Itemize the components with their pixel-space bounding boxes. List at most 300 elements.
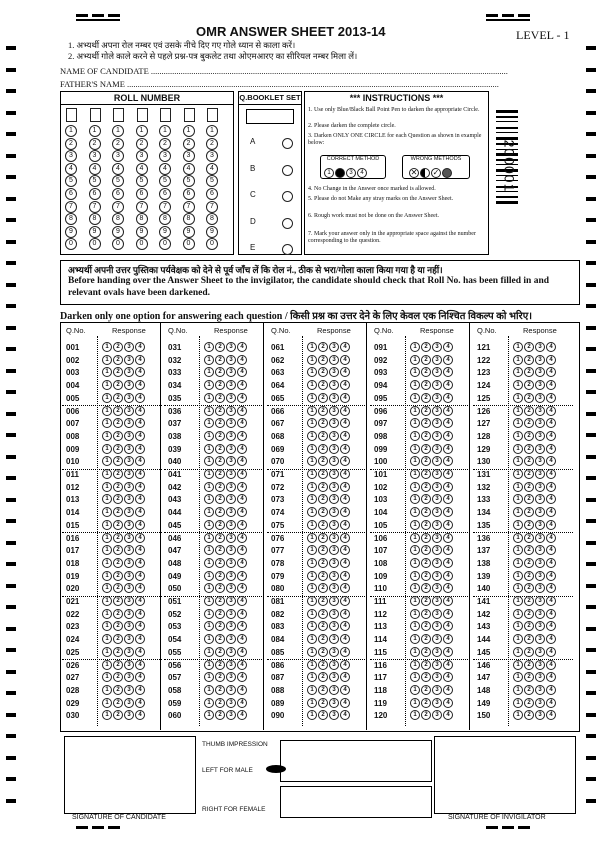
answer-bubble[interactable]: 2 [524, 621, 534, 631]
answer-bubble[interactable]: 1 [204, 380, 214, 390]
answer-bubble[interactable]: 2 [215, 685, 225, 695]
response-options[interactable] [307, 583, 351, 593]
answer-bubble[interactable]: 4 [135, 469, 145, 479]
answer-bubble[interactable]: 2 [524, 583, 534, 593]
answer-row[interactable] [477, 418, 573, 431]
answer-bubble[interactable]: 4 [546, 533, 556, 543]
response-options[interactable] [204, 672, 248, 682]
answer-row[interactable] [271, 444, 367, 457]
answer-bubble[interactable]: 2 [215, 469, 225, 479]
roll-digit-bubble[interactable]: 2 [112, 138, 124, 150]
answer-bubble[interactable]: 1 [204, 367, 214, 377]
answer-bubble[interactable]: 4 [340, 406, 350, 416]
response-options[interactable] [102, 558, 146, 568]
answer-bubble[interactable]: 3 [124, 672, 134, 682]
answer-bubble[interactable]: 2 [524, 469, 534, 479]
response-options[interactable] [513, 596, 557, 606]
answer-bubble[interactable]: 1 [204, 533, 214, 543]
answer-bubble[interactable]: 1 [410, 406, 420, 416]
response-options[interactable] [102, 507, 146, 517]
answer-bubble[interactable]: 3 [124, 418, 134, 428]
answer-bubble[interactable]: 3 [329, 583, 339, 593]
answer-row[interactable] [168, 355, 264, 368]
answer-row[interactable] [271, 621, 367, 634]
answer-bubble[interactable]: 3 [432, 672, 442, 682]
roll-digit-bubble[interactable]: 9 [206, 226, 218, 238]
answer-bubble[interactable]: 3 [329, 393, 339, 403]
answer-bubble[interactable]: 1 [102, 431, 112, 441]
answer-bubble[interactable]: 4 [340, 418, 350, 428]
answer-row[interactable] [168, 393, 264, 406]
response-options[interactable] [102, 647, 146, 657]
booklet-set-entry[interactable] [246, 109, 294, 124]
answer-row[interactable] [271, 660, 367, 673]
answer-bubble[interactable]: 1 [307, 634, 317, 644]
answer-bubble[interactable]: 4 [135, 609, 145, 619]
answer-bubble[interactable]: 3 [226, 660, 236, 670]
answer-bubble[interactable]: 2 [318, 520, 328, 530]
answer-bubble[interactable]: 2 [318, 507, 328, 517]
answer-bubble[interactable]: 1 [307, 583, 317, 593]
response-options[interactable] [204, 660, 248, 670]
answer-row[interactable] [66, 533, 162, 546]
answer-bubble[interactable]: 1 [513, 418, 523, 428]
answer-bubble[interactable]: 1 [410, 533, 420, 543]
answer-bubble[interactable]: 2 [215, 533, 225, 543]
answer-row[interactable] [271, 456, 367, 469]
answer-bubble[interactable]: 4 [340, 596, 350, 606]
response-options[interactable] [204, 418, 248, 428]
answer-bubble[interactable]: 4 [340, 672, 350, 682]
answer-bubble[interactable]: 4 [546, 393, 556, 403]
answer-bubble[interactable]: 1 [204, 596, 214, 606]
answer-bubble[interactable]: 3 [124, 685, 134, 695]
answer-bubble[interactable]: 2 [113, 609, 123, 619]
answer-bubble[interactable]: 2 [215, 444, 225, 454]
roll-digit-bubble[interactable]: 4 [206, 163, 218, 175]
answer-row[interactable] [66, 494, 162, 507]
answer-bubble[interactable]: 4 [443, 367, 453, 377]
answer-bubble[interactable]: 3 [432, 380, 442, 390]
answer-bubble[interactable]: 2 [524, 647, 534, 657]
answer-bubble[interactable]: 3 [329, 507, 339, 517]
answer-bubble[interactable]: 1 [513, 482, 523, 492]
answer-bubble[interactable]: 1 [102, 533, 112, 543]
roll-digit-bubble[interactable]: 9 [183, 226, 195, 238]
answer-bubble[interactable]: 4 [135, 672, 145, 682]
answer-bubble[interactable]: 3 [226, 418, 236, 428]
roll-digit-bubble[interactable]: 4 [65, 163, 77, 175]
answer-bubble[interactable]: 2 [318, 710, 328, 720]
answer-row[interactable] [374, 469, 470, 482]
answer-bubble[interactable]: 3 [124, 431, 134, 441]
answer-bubble[interactable]: 4 [546, 367, 556, 377]
answer-row[interactable] [168, 469, 264, 482]
father-name-field[interactable]: FATHER'S NAME ............................................................................................................................................................................... [60, 79, 499, 89]
answer-row[interactable] [374, 672, 470, 685]
answer-bubble[interactable]: 1 [307, 342, 317, 352]
answer-bubble[interactable]: 1 [102, 482, 112, 492]
answer-bubble[interactable]: 2 [421, 456, 431, 466]
answer-bubble[interactable]: 1 [410, 596, 420, 606]
answer-bubble[interactable]: 3 [124, 482, 134, 492]
answer-bubble[interactable]: 2 [113, 698, 123, 708]
answer-bubble[interactable]: 1 [204, 583, 214, 593]
answer-row[interactable] [168, 507, 264, 520]
answer-bubble[interactable]: 2 [421, 507, 431, 517]
answer-bubble[interactable]: 4 [546, 698, 556, 708]
answer-bubble[interactable]: 1 [204, 469, 214, 479]
answer-bubble[interactable]: 2 [113, 647, 123, 657]
roll-digit-bubble[interactable]: 9 [136, 226, 148, 238]
answer-bubble[interactable]: 4 [135, 418, 145, 428]
response-options[interactable] [410, 469, 454, 479]
response-options[interactable] [513, 660, 557, 670]
answer-bubble[interactable]: 4 [443, 520, 453, 530]
answer-bubble[interactable]: 3 [226, 406, 236, 416]
response-options[interactable] [513, 444, 557, 454]
answer-bubble[interactable]: 3 [329, 380, 339, 390]
answer-bubble[interactable]: 2 [215, 380, 225, 390]
response-options[interactable] [513, 621, 557, 631]
answer-bubble[interactable]: 3 [124, 469, 134, 479]
answer-bubble[interactable]: 4 [237, 621, 247, 631]
response-options[interactable] [513, 520, 557, 530]
answer-row[interactable] [271, 571, 367, 584]
roll-digit-bubble[interactable]: 5 [65, 175, 77, 187]
roll-digit-bubble[interactable]: 7 [89, 201, 101, 213]
answer-bubble[interactable]: 4 [237, 545, 247, 555]
answer-bubble[interactable]: 1 [102, 698, 112, 708]
answer-row[interactable] [477, 367, 573, 380]
response-options[interactable] [102, 621, 146, 631]
answer-bubble[interactable]: 4 [546, 660, 556, 670]
answer-bubble[interactable]: 4 [340, 609, 350, 619]
answer-bubble[interactable]: 2 [421, 583, 431, 593]
answer-bubble[interactable]: 3 [432, 533, 442, 543]
answer-bubble[interactable]: 4 [340, 367, 350, 377]
response-options[interactable] [307, 342, 351, 352]
answer-bubble[interactable]: 1 [410, 456, 420, 466]
answer-bubble[interactable]: 4 [443, 469, 453, 479]
answer-bubble[interactable]: 2 [318, 444, 328, 454]
roll-digit-bubble[interactable]: 7 [159, 201, 171, 213]
response-options[interactable] [307, 634, 351, 644]
answer-bubble[interactable]: 1 [204, 444, 214, 454]
answer-bubble[interactable]: 4 [443, 533, 453, 543]
response-options[interactable] [102, 355, 146, 365]
answer-bubble[interactable]: 4 [546, 431, 556, 441]
answer-bubble[interactable]: 4 [340, 393, 350, 403]
answer-row[interactable] [271, 431, 367, 444]
answer-bubble[interactable]: 1 [204, 647, 214, 657]
answer-bubble[interactable]: 2 [113, 456, 123, 466]
answer-bubble[interactable]: 3 [535, 393, 545, 403]
answer-bubble[interactable]: 4 [340, 520, 350, 530]
answer-bubble[interactable]: 2 [421, 685, 431, 695]
answer-bubble[interactable]: 3 [124, 533, 134, 543]
response-options[interactable] [513, 355, 557, 365]
answer-bubble[interactable]: 4 [135, 596, 145, 606]
roll-digit-bubble[interactable]: 0 [89, 238, 101, 250]
answer-bubble[interactable]: 2 [318, 342, 328, 352]
answer-bubble[interactable]: 2 [524, 533, 534, 543]
answer-bubble[interactable]: 3 [226, 520, 236, 530]
answer-bubble[interactable]: 1 [102, 406, 112, 416]
answer-bubble[interactable]: 3 [535, 482, 545, 492]
answer-bubble[interactable]: 3 [432, 660, 442, 670]
answer-bubble[interactable]: 2 [215, 583, 225, 593]
response-options[interactable] [307, 520, 351, 530]
booklet-option-bubble[interactable] [282, 218, 293, 229]
answer-bubble[interactable]: 3 [124, 507, 134, 517]
answer-bubble[interactable]: 3 [432, 583, 442, 593]
answer-bubble[interactable]: 4 [546, 571, 556, 581]
answer-row[interactable] [477, 583, 573, 596]
answer-bubble[interactable]: 4 [340, 710, 350, 720]
response-options[interactable] [410, 444, 454, 454]
response-options[interactable] [102, 494, 146, 504]
answer-bubble[interactable]: 1 [307, 367, 317, 377]
answer-bubble[interactable]: 1 [307, 698, 317, 708]
answer-row[interactable] [374, 406, 470, 419]
answer-bubble[interactable]: 4 [443, 380, 453, 390]
answer-bubble[interactable]: 2 [318, 583, 328, 593]
booklet-option-bubble[interactable] [282, 191, 293, 202]
answer-bubble[interactable]: 2 [113, 583, 123, 593]
answer-bubble[interactable]: 3 [535, 545, 545, 555]
answer-row[interactable] [374, 431, 470, 444]
response-options[interactable] [513, 672, 557, 682]
response-options[interactable] [204, 621, 248, 631]
answer-bubble[interactable]: 3 [124, 342, 134, 352]
response-options[interactable] [102, 710, 146, 720]
response-options[interactable] [204, 380, 248, 390]
answer-row[interactable] [168, 685, 264, 698]
response-options[interactable] [307, 660, 351, 670]
answer-bubble[interactable]: 4 [546, 545, 556, 555]
answer-bubble[interactable]: 3 [226, 672, 236, 682]
answer-bubble[interactable]: 3 [329, 444, 339, 454]
answer-bubble[interactable]: 4 [340, 380, 350, 390]
answer-bubble[interactable]: 2 [215, 609, 225, 619]
answer-bubble[interactable]: 3 [535, 418, 545, 428]
response-options[interactable] [102, 634, 146, 644]
answer-bubble[interactable]: 1 [102, 444, 112, 454]
answer-row[interactable] [66, 431, 162, 444]
answer-bubble[interactable]: 4 [546, 520, 556, 530]
answer-bubble[interactable]: 4 [443, 698, 453, 708]
answer-bubble[interactable]: 4 [237, 698, 247, 708]
thumb-left-box[interactable] [280, 740, 432, 782]
answer-bubble[interactable]: 4 [340, 621, 350, 631]
thumb-right-box[interactable] [280, 786, 432, 818]
answer-bubble[interactable]: 1 [513, 456, 523, 466]
answer-bubble[interactable]: 1 [513, 660, 523, 670]
response-options[interactable] [307, 418, 351, 428]
answer-bubble[interactable]: 3 [432, 558, 442, 568]
answer-bubble[interactable]: 4 [237, 558, 247, 568]
answer-bubble[interactable]: 2 [215, 482, 225, 492]
roll-digit-bubble[interactable]: 1 [65, 125, 77, 137]
roll-digit-bubble[interactable]: 1 [136, 125, 148, 137]
response-options[interactable] [204, 507, 248, 517]
answer-bubble[interactable]: 1 [410, 367, 420, 377]
answer-bubble[interactable]: 1 [102, 342, 112, 352]
answer-row[interactable] [374, 482, 470, 495]
response-options[interactable] [307, 545, 351, 555]
response-options[interactable] [410, 367, 454, 377]
answer-bubble[interactable]: 1 [204, 520, 214, 530]
answer-bubble[interactable]: 4 [443, 647, 453, 657]
answer-bubble[interactable]: 3 [535, 685, 545, 695]
roll-digit-bubble[interactable]: 5 [136, 175, 148, 187]
answer-bubble[interactable]: 3 [432, 698, 442, 708]
answer-bubble[interactable]: 2 [318, 494, 328, 504]
answer-bubble[interactable]: 1 [513, 583, 523, 593]
answer-bubble[interactable]: 4 [340, 342, 350, 352]
roll-digit-bubble[interactable]: 2 [65, 138, 77, 150]
response-options[interactable] [204, 456, 248, 466]
roll-digit-bubble[interactable]: 2 [159, 138, 171, 150]
answer-bubble[interactable]: 3 [226, 533, 236, 543]
response-options[interactable] [307, 533, 351, 543]
answer-bubble[interactable]: 2 [318, 685, 328, 695]
answer-bubble[interactable]: 4 [135, 710, 145, 720]
answer-bubble[interactable]: 2 [215, 367, 225, 377]
answer-bubble[interactable]: 1 [410, 342, 420, 352]
answer-row[interactable] [271, 634, 367, 647]
answer-bubble[interactable]: 4 [340, 469, 350, 479]
roll-digit-bubble[interactable]: 3 [112, 150, 124, 162]
answer-row[interactable] [374, 660, 470, 673]
response-options[interactable] [102, 533, 146, 543]
answer-bubble[interactable]: 1 [102, 634, 112, 644]
answer-bubble[interactable]: 3 [226, 609, 236, 619]
roll-digit-entry[interactable] [66, 108, 77, 122]
answer-bubble[interactable]: 4 [237, 634, 247, 644]
answer-bubble[interactable]: 3 [329, 482, 339, 492]
answer-bubble[interactable]: 2 [318, 571, 328, 581]
answer-bubble[interactable]: 2 [524, 609, 534, 619]
response-options[interactable] [307, 431, 351, 441]
response-options[interactable] [307, 355, 351, 365]
answer-bubble[interactable]: 1 [410, 444, 420, 454]
answer-bubble[interactable]: 3 [226, 355, 236, 365]
answer-row[interactable] [374, 609, 470, 622]
roll-digit-bubble[interactable]: 9 [65, 226, 77, 238]
answer-row[interactable] [477, 596, 573, 609]
answer-bubble[interactable]: 3 [226, 685, 236, 695]
roll-digit-bubble[interactable]: 5 [206, 175, 218, 187]
answer-bubble[interactable]: 2 [524, 393, 534, 403]
answer-bubble[interactable]: 1 [307, 710, 317, 720]
roll-digit-bubble[interactable]: 4 [159, 163, 171, 175]
answer-row[interactable] [66, 596, 162, 609]
answer-bubble[interactable]: 2 [215, 647, 225, 657]
answer-bubble[interactable]: 1 [307, 393, 317, 403]
answer-row[interactable] [477, 660, 573, 673]
answer-bubble[interactable]: 2 [421, 482, 431, 492]
response-options[interactable] [513, 507, 557, 517]
answer-bubble[interactable]: 3 [329, 571, 339, 581]
answer-bubble[interactable]: 2 [215, 355, 225, 365]
answer-row[interactable] [168, 342, 264, 355]
answer-bubble[interactable]: 1 [204, 507, 214, 517]
answer-bubble[interactable]: 1 [102, 367, 112, 377]
roll-digit-bubble[interactable]: 9 [159, 226, 171, 238]
answer-row[interactable] [374, 596, 470, 609]
answer-bubble[interactable]: 4 [237, 710, 247, 720]
booklet-option-bubble[interactable] [282, 138, 293, 149]
answer-row[interactable] [271, 418, 367, 431]
answer-bubble[interactable]: 4 [443, 355, 453, 365]
response-options[interactable] [204, 393, 248, 403]
answer-bubble[interactable]: 2 [318, 380, 328, 390]
answer-bubble[interactable]: 2 [318, 355, 328, 365]
answer-row[interactable] [168, 710, 264, 723]
response-options[interactable] [513, 456, 557, 466]
answer-bubble[interactable]: 1 [513, 367, 523, 377]
answer-row[interactable] [374, 698, 470, 711]
answer-bubble[interactable]: 3 [432, 469, 442, 479]
answer-bubble[interactable]: 2 [113, 533, 123, 543]
answer-bubble[interactable]: 3 [329, 634, 339, 644]
roll-digit-bubble[interactable]: 1 [206, 125, 218, 137]
answer-bubble[interactable]: 4 [237, 609, 247, 619]
roll-digit-bubble[interactable]: 9 [112, 226, 124, 238]
response-options[interactable] [204, 367, 248, 377]
answer-bubble[interactable]: 1 [102, 660, 112, 670]
answer-row[interactable] [271, 533, 367, 546]
response-options[interactable] [307, 393, 351, 403]
answer-row[interactable] [374, 545, 470, 558]
answer-bubble[interactable]: 2 [113, 431, 123, 441]
answer-bubble[interactable]: 4 [237, 685, 247, 695]
response-options[interactable] [102, 609, 146, 619]
answer-bubble[interactable]: 2 [113, 596, 123, 606]
answer-bubble[interactable]: 3 [535, 367, 545, 377]
answer-bubble[interactable]: 4 [135, 621, 145, 631]
answer-bubble[interactable]: 3 [535, 621, 545, 631]
answer-bubble[interactable]: 2 [421, 367, 431, 377]
response-options[interactable] [102, 672, 146, 682]
answer-bubble[interactable]: 1 [410, 494, 420, 504]
answer-row[interactable] [168, 418, 264, 431]
answer-bubble[interactable]: 1 [307, 355, 317, 365]
answer-bubble[interactable]: 3 [535, 660, 545, 670]
response-options[interactable] [410, 520, 454, 530]
answer-bubble[interactable]: 2 [318, 660, 328, 670]
answer-bubble[interactable]: 1 [307, 456, 317, 466]
response-options[interactable] [513, 634, 557, 644]
answer-bubble[interactable]: 2 [421, 406, 431, 416]
answer-bubble[interactable]: 3 [329, 596, 339, 606]
answer-bubble[interactable]: 3 [226, 634, 236, 644]
response-options[interactable] [204, 355, 248, 365]
answer-row[interactable] [477, 621, 573, 634]
answer-bubble[interactable]: 2 [421, 545, 431, 555]
answer-bubble[interactable]: 3 [535, 494, 545, 504]
answer-bubble[interactable]: 1 [513, 533, 523, 543]
answer-bubble[interactable]: 3 [329, 672, 339, 682]
response-options[interactable] [204, 698, 248, 708]
response-options[interactable] [410, 596, 454, 606]
roll-digit-bubble[interactable]: 8 [65, 213, 77, 225]
answer-bubble[interactable]: 3 [432, 571, 442, 581]
answer-bubble[interactable]: 1 [102, 558, 112, 568]
answer-bubble[interactable]: 3 [226, 431, 236, 441]
